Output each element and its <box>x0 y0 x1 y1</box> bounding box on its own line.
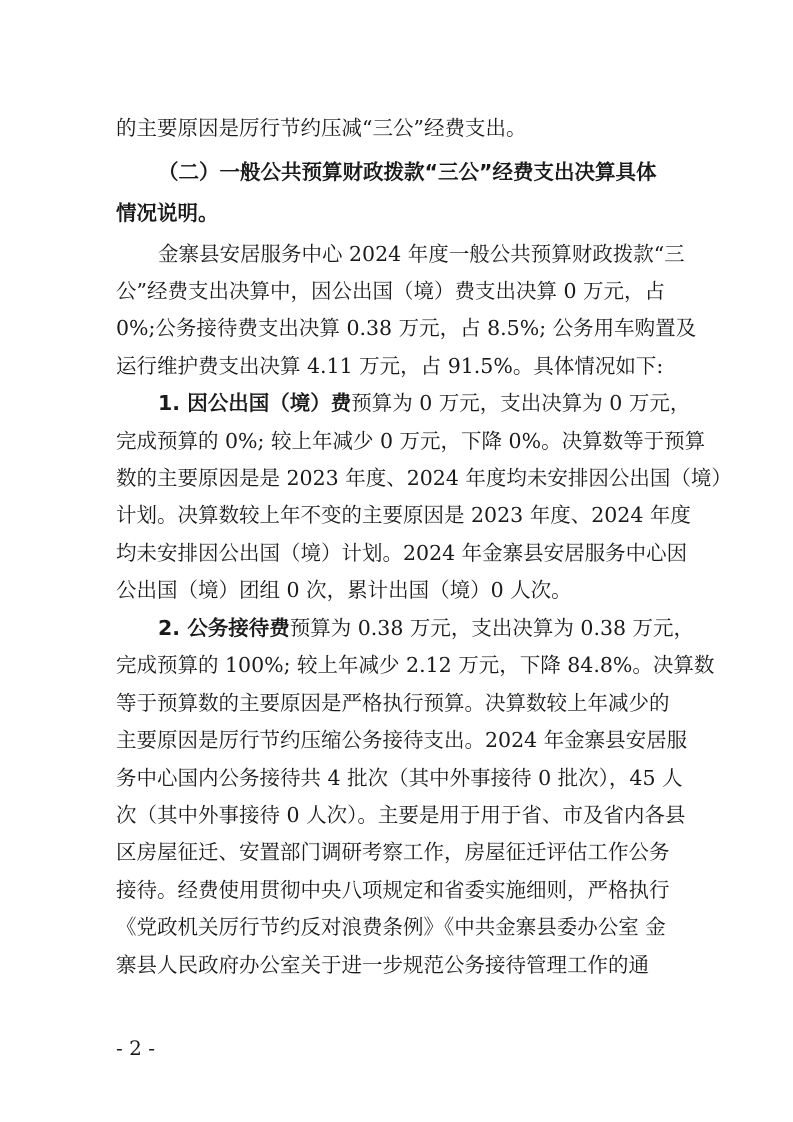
item-2-first-line <box>0 608 793 648</box>
paragraph-line: 接待。经费使用贯彻中央八项规定和省委实施细则，严格执行 <box>116 878 670 902</box>
paragraph-line: 数的主要原因是是 2023 年度、2024 年度均未安排因公出国（境） <box>116 466 732 490</box>
item-1-text: 预算为 0 万元，支出决算为 0 万元， <box>351 391 691 415</box>
paragraph-line: 公”经费支出决算中，因公出国（境）费支出决算 0 万元，占 <box>116 279 666 303</box>
paragraph-line: 公出国（境）团组 0 次，累计出国（境）0 人次。 <box>116 578 572 602</box>
paragraph-line: 务中心国内公务接待共 4 批次（其中外事接待 0 批次），45 人 <box>116 766 683 790</box>
paragraph-line: 等于预算数的主要原因是严格执行预算。决算数较上年减少的 <box>116 691 670 715</box>
paragraph-line: 金寨县安居服务中心 2024 年度一般公共预算财政拨款“三 <box>158 242 685 266</box>
paragraph-line: 运行维护费支出决算 4.11 万元，占 91.5%。具体情况如下: <box>116 354 664 378</box>
paragraph-line: 主要原因是厉行节约压缩公务接待支出。2024 年金寨县安居服 <box>116 728 688 752</box>
paragraph-line: 完成预算的 100%; 较上年减少 2.12 万元，下降 84.8%。决算数 <box>116 653 715 677</box>
paragraph-line: 均未安排因公出国（境）计划。2024 年金寨县安居服务中心因 <box>116 541 688 565</box>
section-heading-continued: 情况说明。 <box>116 201 219 225</box>
item-1-first-line <box>0 383 793 423</box>
item-2-lead: 2. 公务接待费 <box>158 616 290 640</box>
paragraph-line: 《党政机关厉行节约反对浪费条例》《中共金寨县委办公室 金 <box>116 915 666 939</box>
paragraph-line: 寨县人民政府办公室关于进一步规范公务接待管理工作的通 <box>116 953 649 977</box>
item-1-lead: 1. 因公出国（境）费 <box>158 391 352 415</box>
page-number: - 2 - <box>116 1036 155 1060</box>
paragraph-line: 计划。决算数较上年不变的主要原因是 2023 年度、2024 年度 <box>116 503 691 527</box>
paragraph-line: 0%;公务接待费支出决算 0.38 万元，占 8.5%; 公务用车购置及 <box>116 316 697 340</box>
section-heading: （二）一般公共预算财政拨款“三公”经费支出决算具体 <box>158 160 657 184</box>
paragraph-line: 完成预算的 0%; 较上年减少 0 万元，下降 0%。决算数等于预算 <box>116 429 706 453</box>
paragraph-line: 次（其中外事接待 0 人次）。主要是用于用于省、市及省内各县 <box>116 803 686 827</box>
paragraph-line: 区房屋征迁、安置部门调研考察工作，房屋征迁评估工作公务 <box>116 840 670 864</box>
item-2-text: 预算为 0.38 万元，支出决算为 0.38 万元， <box>289 616 695 640</box>
paragraph-line: 的主要原因是厉行节约压减“三公”经费支出。 <box>116 116 527 140</box>
